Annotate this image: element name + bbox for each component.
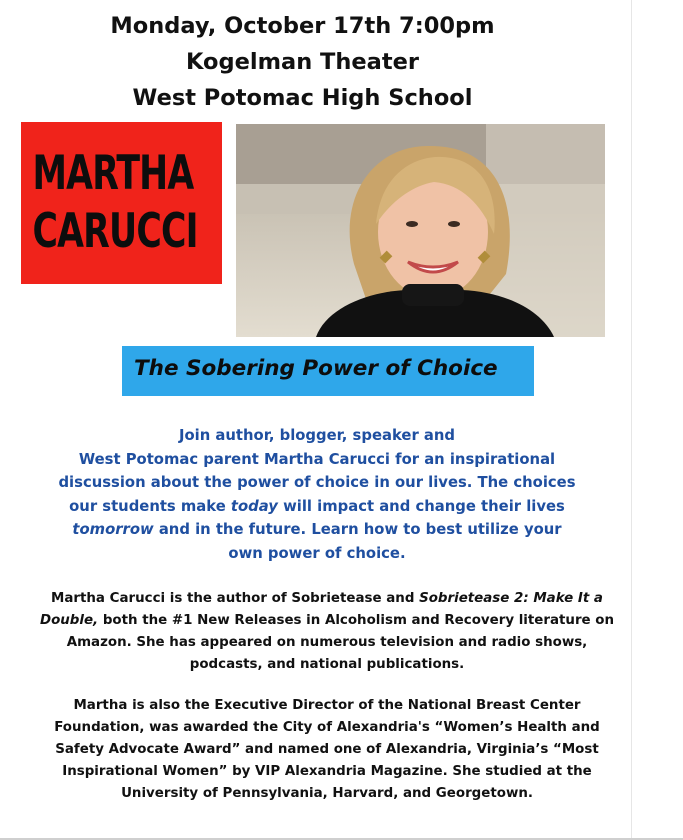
intro-emphasis-today: today [230, 497, 278, 515]
bio-paragraph-career [20, 695, 634, 805]
intro-line: Join author, blogger, speaker and [178, 427, 456, 444]
bio-text: Martha Carucci is the author of [51, 591, 292, 606]
event-header [20, 8, 585, 116]
bio-line: Amazon. She has appeared on numerous television and radio shows, [66, 635, 588, 650]
talk-title-banner [122, 346, 534, 396]
speaker-last-name: CARUCCI [32, 204, 198, 259]
intro-paragraph [40, 424, 594, 565]
intro-line: discussion about the power of choice in our lives. The choices [58, 474, 576, 491]
intro-line [40, 495, 594, 519]
speaker-photo [236, 124, 605, 337]
bio-line: Safety Advocate Award” and named one of Alexandria, Virginia’s “Most [55, 742, 599, 757]
bio-line: Foundation, was awarded the City of Alexandria's “Women’s Health and [54, 720, 600, 735]
bio-paragraph-books [20, 588, 634, 676]
intro-text: and in the future. Learn how to best utilize your [153, 521, 562, 538]
event-school: West Potomac High School [132, 85, 473, 111]
event-date-time: Monday, October 17th 7:00pm [110, 13, 495, 39]
bio-line: Inspirational Women” by VIP Alexandria Magazine. She studied at the [62, 764, 592, 779]
intro-line [40, 518, 594, 542]
speaker-portrait-illustration [236, 124, 605, 337]
bio-text: and [381, 591, 420, 606]
intro-emphasis-tomorrow: tomorrow [72, 521, 154, 538]
intro-text: will impact and change their lives [277, 497, 565, 515]
bio-text: both the #1 New Releases in Alcoholism and Recovery literature on [98, 613, 615, 628]
bio-book-title: Sobrietease [291, 591, 382, 606]
bio-book-title: Sobrietease 2: Make It a [419, 591, 603, 606]
intro-line: own power of choice. [228, 544, 406, 562]
bio-line: podcasts, and national publications. [189, 657, 465, 672]
intro-text: our students make [69, 497, 231, 515]
speaker-first-name: MARTHA [32, 146, 194, 201]
bio-line: Martha is also the Executive Director of the National Breast Center [73, 698, 581, 713]
bio-line [20, 610, 634, 632]
speaker-name-box [21, 122, 222, 284]
talk-title: The Sobering Power of Choice [134, 356, 498, 381]
bio-line [20, 588, 634, 610]
bio-book-title: Double, [39, 613, 99, 628]
event-venue: Kogelman Theater [186, 49, 419, 75]
intro-line: West Potomac parent Martha Carucci for an inspirational [78, 450, 556, 468]
bio-line: University of Pennsylvania, Harvard, and Georgetown. [121, 786, 533, 801]
